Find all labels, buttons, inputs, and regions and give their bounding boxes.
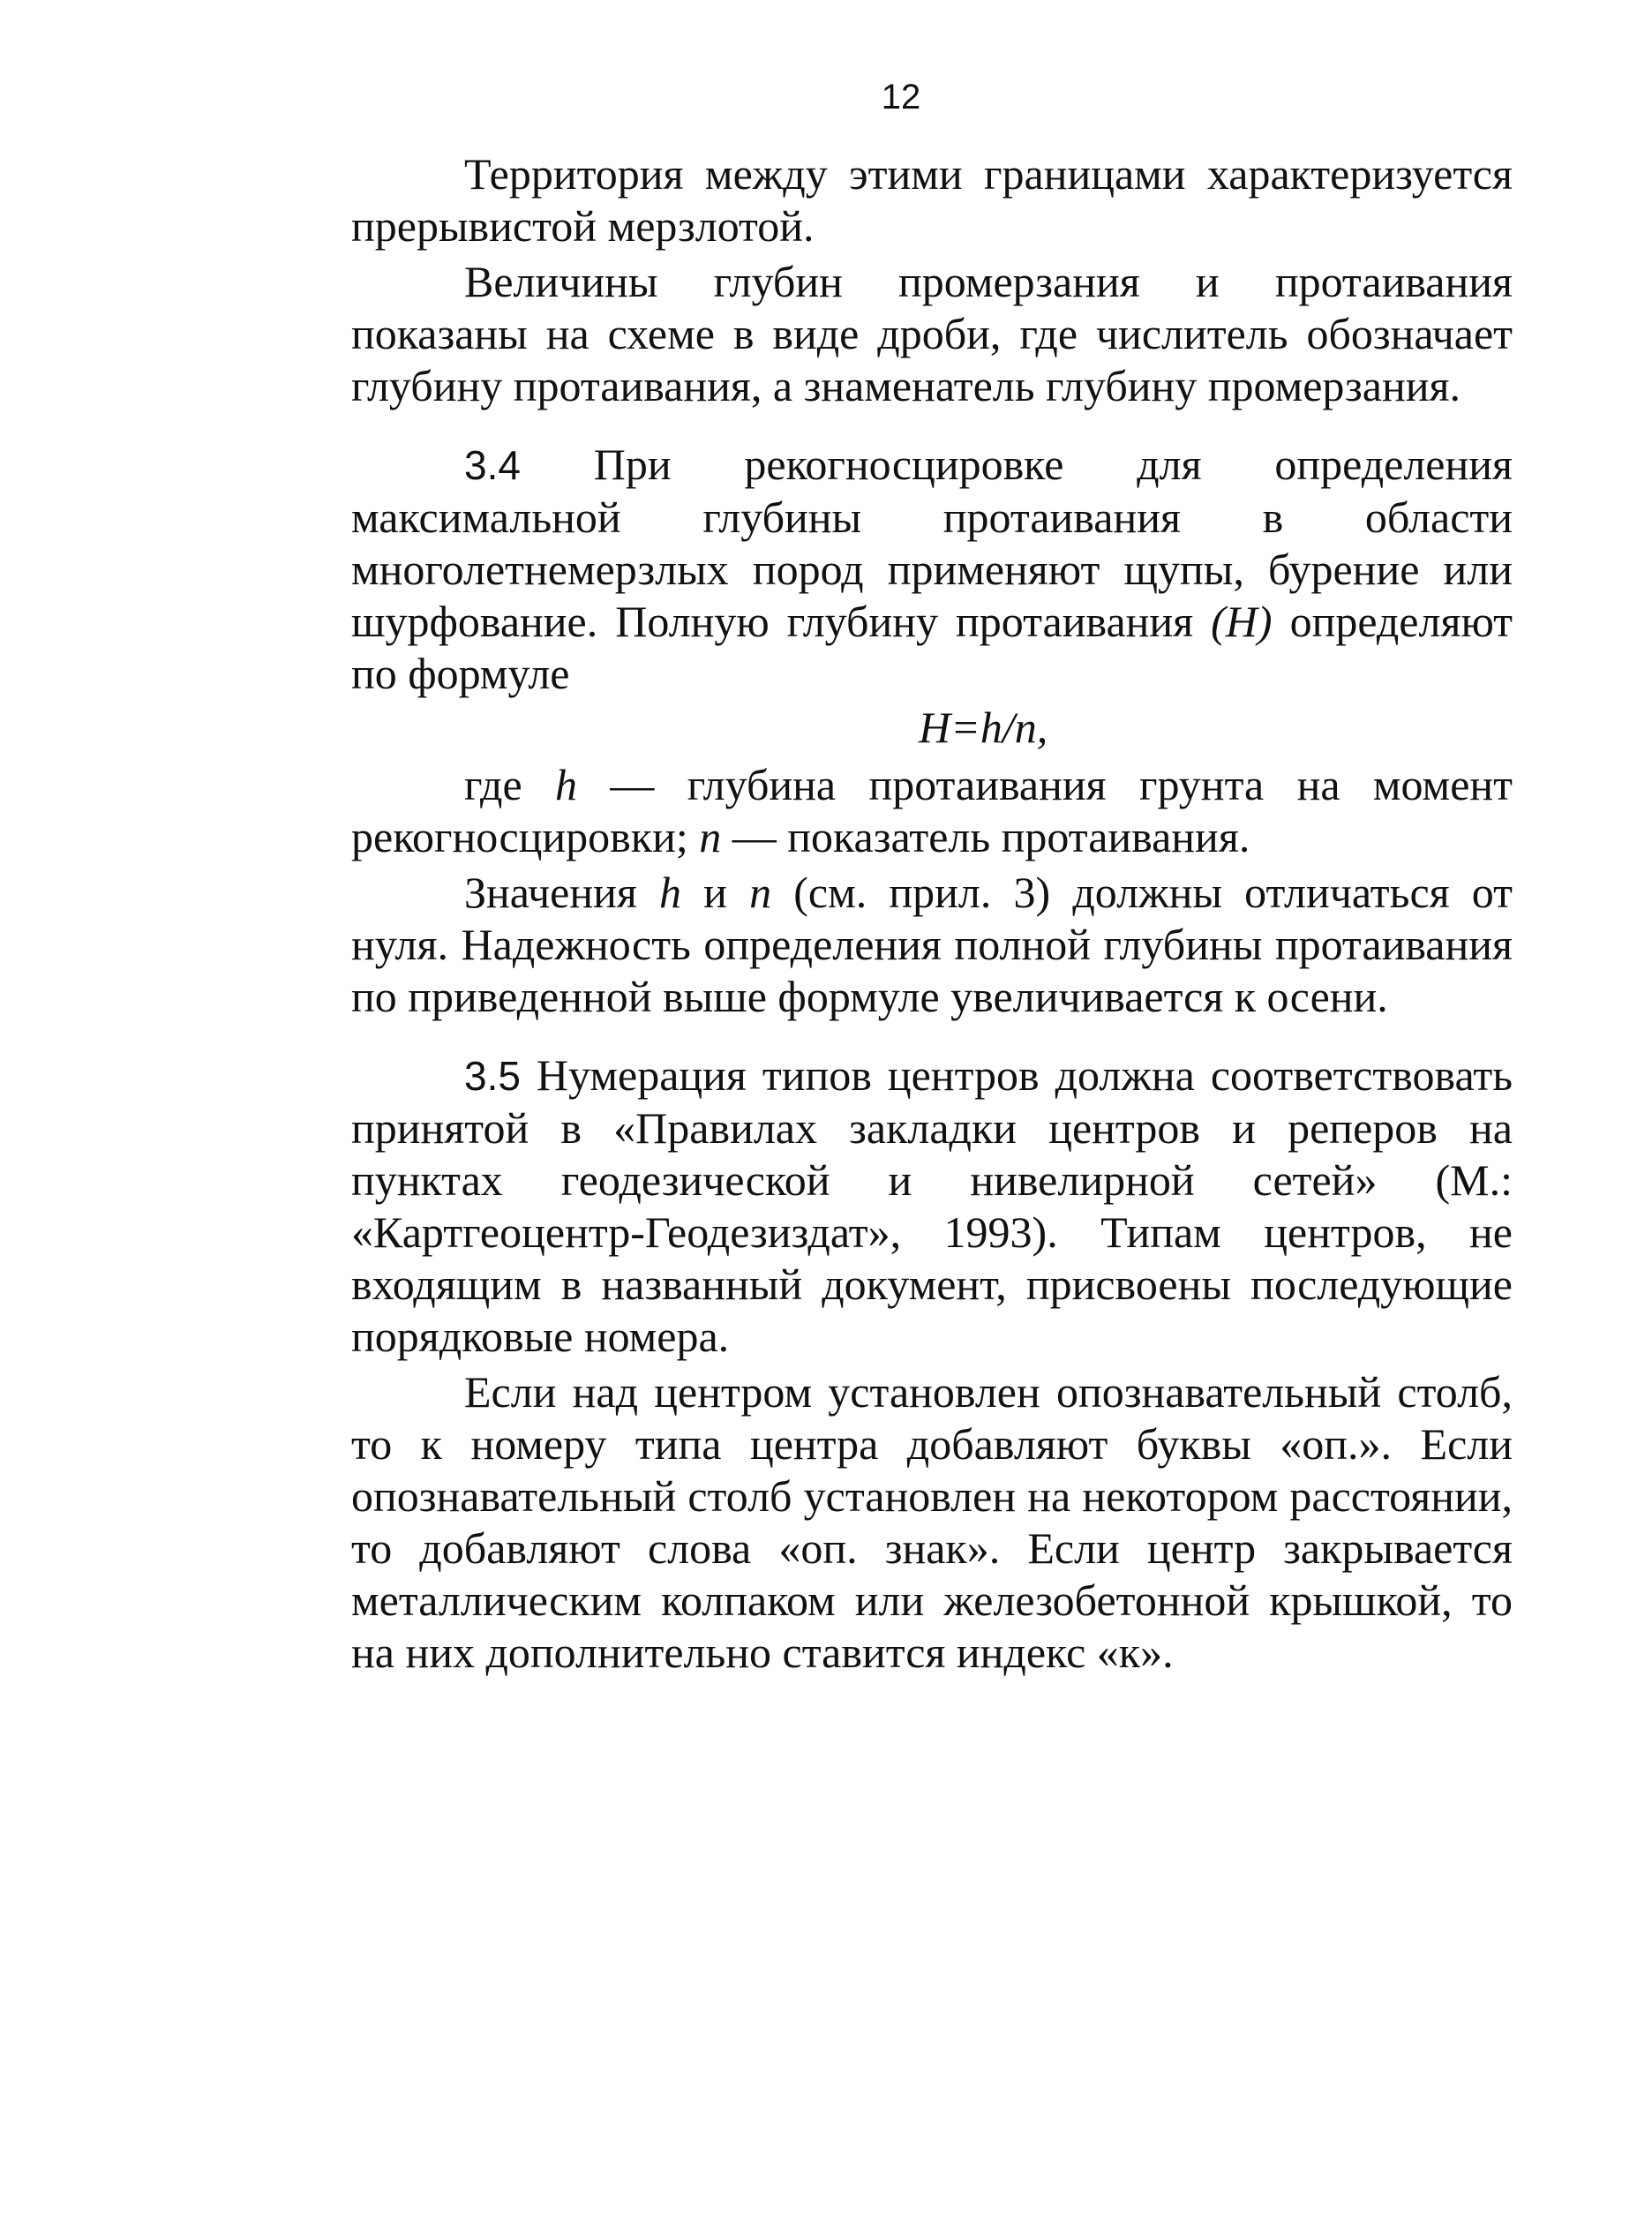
paragraph-formula-legend xyxy=(351,759,1513,863)
formula: H=h/n, xyxy=(919,703,1048,752)
paragraph-text: где xyxy=(464,760,555,809)
section-number: 3.4 xyxy=(464,442,521,488)
paragraph-depth-values: Величины глубин промерзания и протаивания показаны на схеме в виде дроби, где числитель обозначает глубину протаивания, а знаменатель глубину промерзания. xyxy=(351,257,1513,410)
section-number: 3.5 xyxy=(464,1053,521,1099)
document-body xyxy=(351,148,1513,1679)
variable-n: n xyxy=(699,812,722,861)
paragraph-text: При рекогносцировке для определения максимальной глубины протаивания в области многолетнемерзлых пород применяют щупы, бурение или шурфование. Полную глубину протаивания xyxy=(351,440,1513,646)
paragraph-text: определяют по формуле xyxy=(351,597,1513,698)
variable-h: h xyxy=(555,760,577,809)
variable-n: n xyxy=(749,868,772,917)
paragraph-permafrost-territory: Территория между этими границами характеризуется прерывистой мерзлотой. xyxy=(351,149,1513,251)
paragraph-marker-post: Если над центром установлен опознавательный столб, то к номеру типа центра добавляют буквы «оп.». Если опознавательный столб установлен на некотором расстоянии, то добавляют слова «оп. знак». Если центр закрывается металлическим колпаком или железобетонной крышкой, то на них дополнительно ставится индекс «к». xyxy=(351,1367,1513,1677)
paragraph-text: Значения xyxy=(464,868,660,917)
paragraph-text: и xyxy=(681,868,750,917)
paragraph-section-3-4 xyxy=(351,439,1513,700)
paragraph-section-3-5 xyxy=(351,1049,1513,1363)
paragraph-text: (см. прил. 3) должны отличаться от нуля. Надежность определения полной глубины протаивания по приведенной выше формуле увеличивается к осени. xyxy=(351,868,1513,1021)
paragraph-values-nonzero xyxy=(351,867,1513,1023)
paragraph-text: — глубина протаивания грунта на момент рекогносцировки; xyxy=(351,760,1513,861)
variable-H: (H) xyxy=(1211,597,1273,646)
variable-h: h xyxy=(659,868,682,917)
paragraph-text: — показатель протаивания. xyxy=(721,812,1250,861)
page-number: 12 xyxy=(881,78,921,117)
paragraph-text: Нумерация типов центров должна соответствовать принятой в «Правилах закладки центров и реперов на пунктах геодезической и нивелирной сетей» (М.: «Картгеоцентр-Геодезиздат», 1993). Типам центров, не входящим в названный документ, присвоены последующие порядковые номера. xyxy=(351,1050,1513,1361)
